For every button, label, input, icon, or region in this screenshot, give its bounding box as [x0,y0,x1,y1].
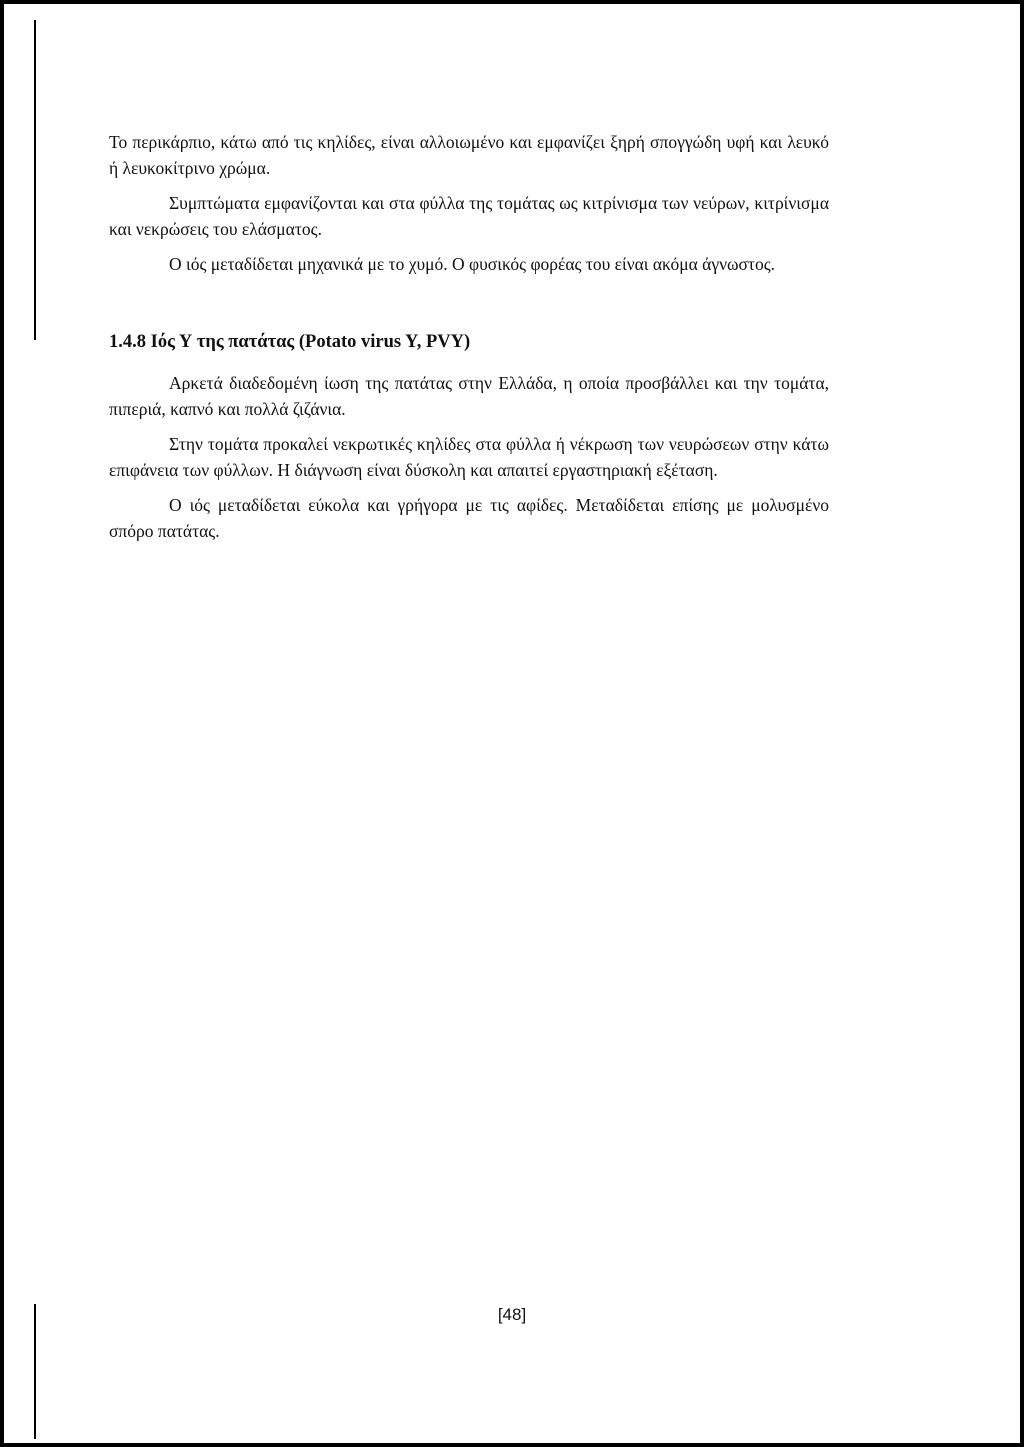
paragraph: Ο ιός μεταδίδεται εύκολα και γρήγορα με τις αφίδες. Μεταδίδεται επίσης με μολυσμένο σπόρο πατάτας. [109,495,829,541]
document-page [4,4,1020,1443]
left-margin-line [34,20,36,340]
page-number: [48] [497,1305,527,1324]
paragraph: Στην τομάτα προκαλεί νεκρωτικές κηλίδες στα φύλλα ή νέκρωση των νευρώσεων στην κάτω επιφάνεια των φύλλων. Η διάγνωση είναι δύσκολη και απαιτεί εργαστηριακή εξέταση. [109,434,829,480]
paragraph: Αρκετά διαδεδομένη ίωση της πατάτας στην Ελλάδα, η οποία προσβάλλει και την τομάτα, πιπεριά, καπνό και πολλά ζιζάνια. [109,373,829,419]
paragraph: Το περικάρπιο, κάτω από τις κηλίδες, είναι αλλοιωμένο και εμφανίζει ξηρή σπογγώδη υφή και λευκό ή λευκοκίτρινο χρώμα. [109,132,829,178]
section-heading: 1.4.8 Ιός Υ της πατάτας (Potato virus Y, PVY) [109,331,471,352]
paragraph: Ο ιός μεταδίδεται μηχανικά με το χυμό. Ο φυσικός φορέας του είναι ακόμα άγνωστος. [169,254,776,274]
document-body [109,130,829,554]
paragraph: Συμπτώματα εμφανίζονται και στα φύλλα της τομάτας ως κιτρίνισμα των νεύρων, κιτρίνισμα και νεκρώσεις του ελάσματος. [109,193,829,239]
